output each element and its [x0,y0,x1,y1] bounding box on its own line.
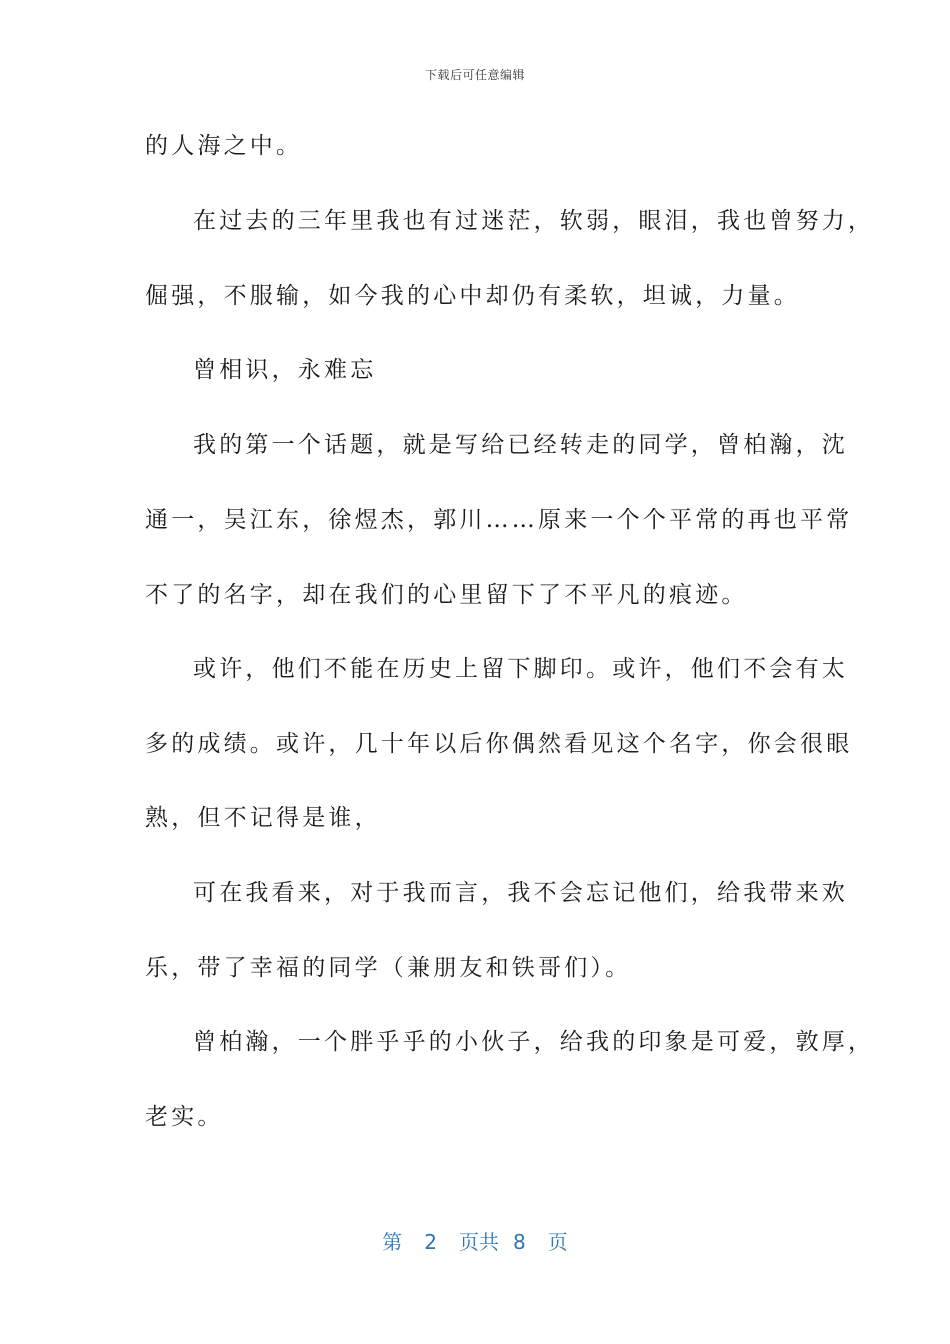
paragraph-line: 或许，他们不能在历史上留下脚印。或许，他们不会有太 [193,656,848,682]
paragraph-line: 我的第一个话题，就是写给已经转走的同学，曾柏瀚，沈 [193,432,848,458]
text-line: 多的成绩。或许，几十年以后你偶然看见这个名字，你会很眼 [145,731,853,757]
page-number-footer [0,1226,950,1255]
footer-middle: 页共 [459,1230,499,1254]
current-page-number: 2 [424,1230,437,1254]
footer-prefix: 第 [382,1230,403,1254]
footer-suffix: 页 [547,1230,568,1254]
text-line: 乐，带了幸福的同学（兼朋友和铁哥们）。 [145,955,632,981]
text-line: 通一，吴江东，徐煜杰，郭川……原来一个个平常的再也平常 [145,507,853,533]
paragraph-line: 在过去的三年里我也有过迷茫，软弱，眼泪，我也曾努力， [193,208,875,234]
text-line: 老实。 [145,1104,224,1130]
text-line: 不了的名字，却在我们的心里留下了不平凡的痕迹。 [145,582,748,608]
paragraph-line: 曾柏瀚，一个胖乎乎的小伙子，给我的印象是可爱，敦厚， [193,1029,875,1055]
section-heading: 曾相识，永难忘 [193,357,377,383]
paragraph-line: 可在我看来，对于我而言，我不会忘记他们，给我带来欢 [193,880,848,906]
page-header-note: 下载后可任意编辑 [424,68,525,82]
text-line: 的人海之中。 [145,133,303,159]
text-line: 熟，但不记得是谁， [145,805,381,831]
total-pages-number: 8 [513,1230,526,1254]
text-line: 倔强，不服输，如今我的心中却仍有柔软，坦诚，力量。 [145,283,800,309]
